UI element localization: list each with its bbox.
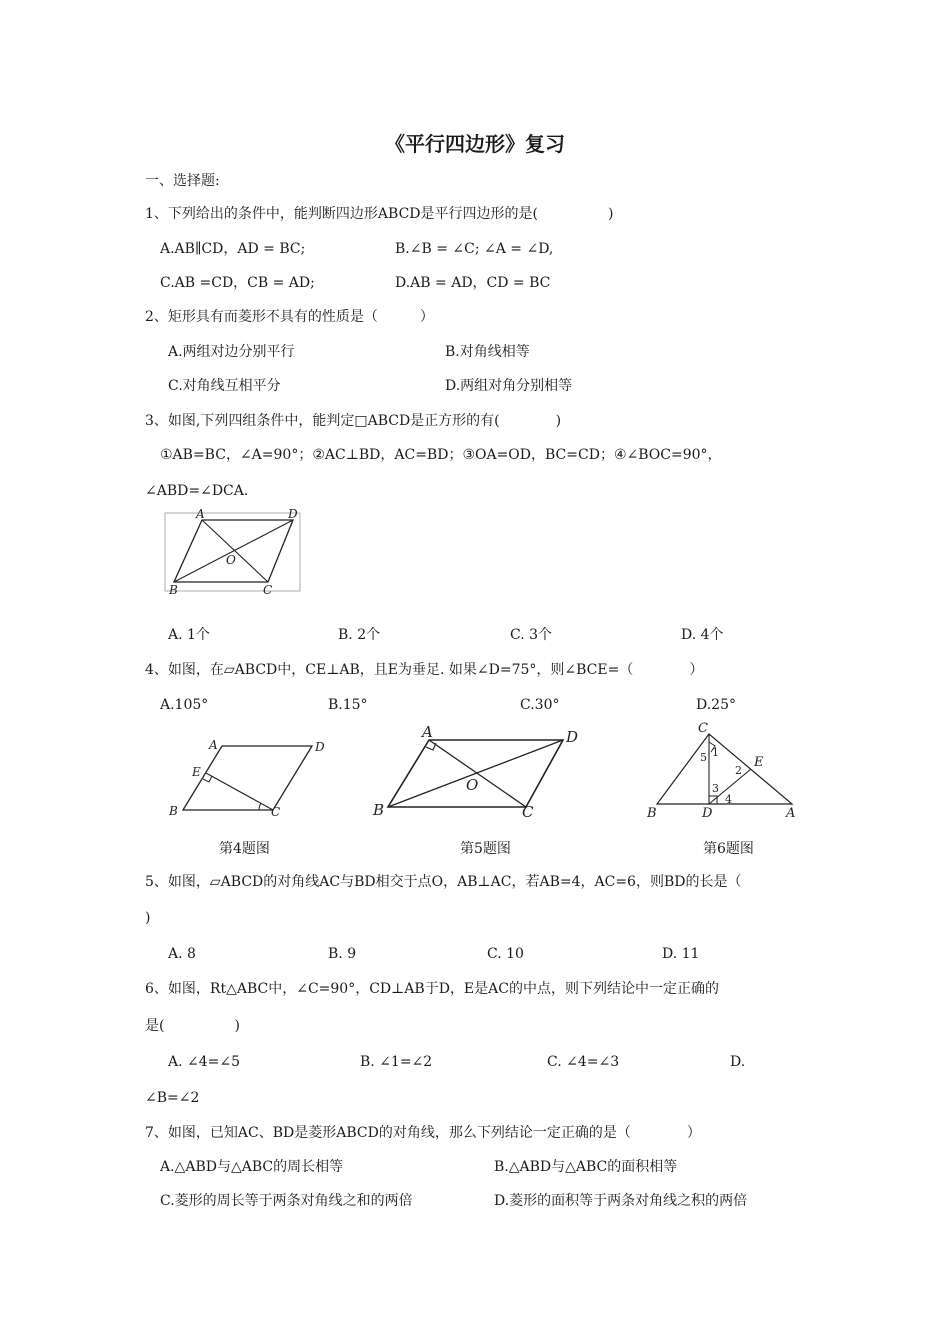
fig6-label-a: A <box>786 806 796 821</box>
page-title: 《平行四边形》复习 <box>385 132 565 156</box>
q3-stem: 3、如图,下列四组条件中，能判定□ABCD是正方形的有( ) <box>145 413 562 429</box>
q4-option-b: B.15° <box>328 697 368 713</box>
fig6-caption: 第6题图 <box>703 841 754 857</box>
q3-figure <box>160 508 310 598</box>
q7-option-c: C.菱形的周长等于两条对角线之和的两倍 <box>160 1193 413 1209</box>
q7-option-a: A.△ABD与△ABC的周长相等 <box>160 1159 344 1175</box>
q4-option-c: C.30° <box>520 697 560 713</box>
fig6-label-d: D <box>702 806 713 821</box>
fig4-label-d: D <box>315 740 325 754</box>
q3-label-a: A <box>196 507 205 521</box>
fig6-label-5: 5 <box>700 751 707 764</box>
fig6-label-e: E <box>754 755 764 770</box>
q5-stem-cont: ) <box>145 910 151 926</box>
q3-option-a: A. 1个 <box>168 627 210 643</box>
fig4 <box>165 735 335 825</box>
fig5-label-a: A <box>422 723 433 741</box>
q2-stem: 2、矩形具有而菱形不具有的性质是（ ） <box>145 309 434 325</box>
q3-label-d: D <box>288 507 298 521</box>
q7-option-d: D.菱形的面积等于两条对角线之积的两倍 <box>494 1193 748 1209</box>
fig4-label-a: A <box>209 738 218 752</box>
q5-option-b: B. 9 <box>328 946 357 962</box>
q5-stem: 5、如图，▱ABCD的对角线AC与BD相交于点O，AB⊥AC，若AB=4，AC=6，则BD的长是（ <box>145 874 742 890</box>
fig6-label-1: 1 <box>712 746 719 759</box>
fig5-label-o: O <box>466 776 479 794</box>
q5-option-a: A. 8 <box>168 946 196 962</box>
q3-option-d: D. 4个 <box>681 627 724 643</box>
q7-option-b: B.△ABD与△ABC的面积相等 <box>494 1159 678 1175</box>
q7-stem: 7、如图，已知AC、BD是菱形ABCD的对角线，那么下列结论一定正确的是（ ） <box>145 1125 701 1141</box>
q6-stem: 6、如图，Rt△ABC中，∠C=90°，CD⊥AB于D，E是AC的中点，则下列结论中一定正确的 <box>145 981 719 997</box>
q1-option-d: D.AB = AD，CD = BC <box>395 275 551 291</box>
q1-option-b: B.∠B = ∠C; ∠A = ∠D, <box>395 241 554 257</box>
q3-conditions-cont: ∠ABD=∠DCA. <box>145 483 249 499</box>
fig5-label-c: C <box>522 803 534 821</box>
q2-option-d: D.两组对角分别相等 <box>445 378 573 394</box>
fig4-label-b: B <box>169 804 178 818</box>
q3-label-c: C <box>263 583 273 597</box>
q3-option-c: C. 3个 <box>510 627 553 643</box>
fig5-label-d: D <box>566 728 579 746</box>
fig5-label-b: B <box>373 801 385 819</box>
q4-option-d: D.25° <box>696 697 736 713</box>
q1-stem: 1、下列给出的条件中，能判断四边形ABCD是平行四边形的是( ) <box>145 206 614 222</box>
q6-option-d-text: ∠B=∠2 <box>145 1090 200 1106</box>
q1-option-a: A.AB∥CD，AD = BC; <box>160 241 306 257</box>
fig6-label-c: C <box>698 721 708 736</box>
q2-option-a: A.两组对边分别平行 <box>168 344 295 360</box>
q6-stem-cont: 是( ) <box>145 1018 240 1034</box>
fig5-caption: 第5题图 <box>460 841 511 857</box>
fig6 <box>640 718 810 826</box>
q1-option-c: C.AB =CD，CB = AD; <box>160 275 315 291</box>
q6-option-b: B. ∠1=∠2 <box>360 1054 433 1070</box>
q3-option-b: B. 2个 <box>338 627 381 643</box>
fig4-label-e: E <box>192 765 201 779</box>
q3-label-o: O <box>226 553 236 567</box>
fig6-label-3: 3 <box>712 782 719 795</box>
q4-option-a: A.105° <box>160 697 209 713</box>
fig4-label-c: C <box>271 805 281 819</box>
q5-option-d: D. 11 <box>662 946 700 962</box>
q4-stem: 4、如图，在▱ABCD中，CE⊥AB，且E为垂足. 如果∠D=75°，则∠BCE=（ ） <box>145 662 704 678</box>
fig4-caption: 第4题图 <box>219 841 270 857</box>
section-heading: 一、选择题: <box>145 173 220 189</box>
fig6-label-b: B <box>647 806 657 821</box>
q3-label-b: B <box>169 583 178 597</box>
q6-option-c: C. ∠4=∠3 <box>547 1054 620 1070</box>
q5-option-c: C. 10 <box>487 946 524 962</box>
q6-option-d: D. <box>730 1054 746 1070</box>
q2-option-b: B.对角线相等 <box>445 344 530 360</box>
fig6-label-4: 4 <box>725 793 732 806</box>
fig5 <box>370 720 585 825</box>
q2-option-c: C.对角线互相平分 <box>168 378 281 394</box>
q6-option-a: A. ∠4=∠5 <box>168 1054 241 1070</box>
q3-conditions: ①AB=BC，∠A=90°；②AC⊥BD，AC=BD；③OA=OD，BC=CD；④∠BOC=90°， <box>160 447 722 463</box>
fig6-label-2: 2 <box>735 764 742 777</box>
